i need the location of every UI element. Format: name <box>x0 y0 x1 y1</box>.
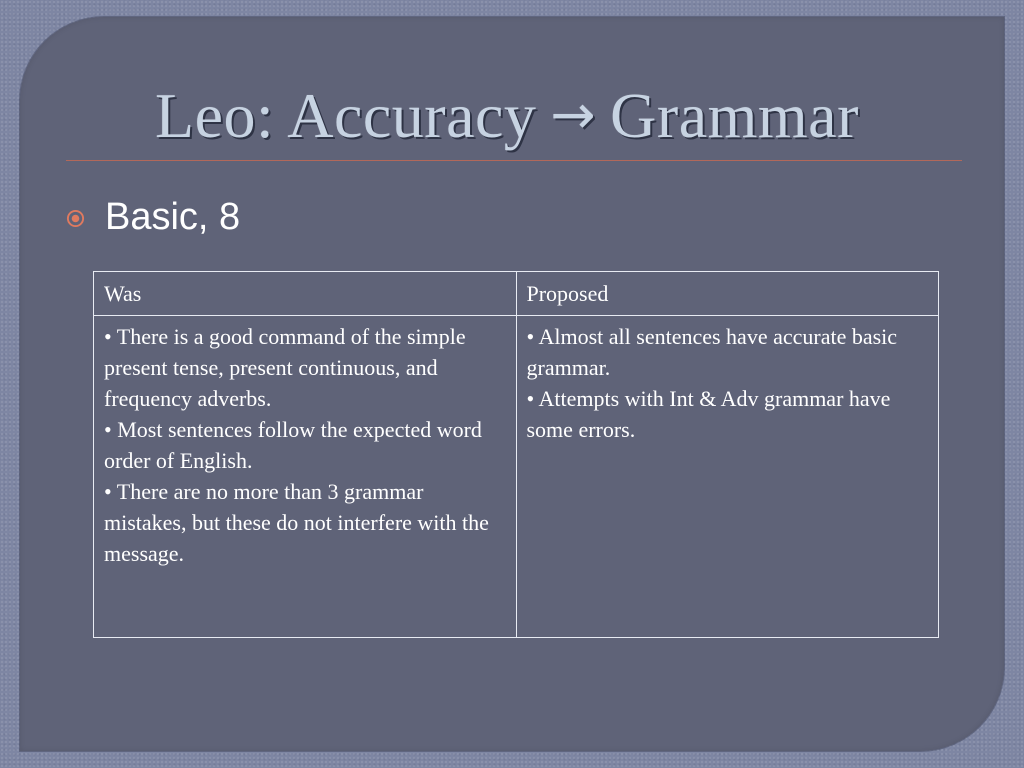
bullet-item <box>66 194 240 240</box>
bullet-text: Basic, 8 <box>105 196 241 238</box>
title-right-text: Grammar <box>610 80 859 151</box>
was-item: • There are no more than 3 grammar mistakes, but these do not interfere with the message. <box>104 479 489 566</box>
title-left-text: Leo: Accuracy <box>155 80 537 151</box>
column-header-proposed: Proposed <box>516 272 939 316</box>
criteria-table <box>93 271 939 638</box>
table-row <box>94 316 939 638</box>
slide-title <box>155 78 859 157</box>
table-header-row <box>94 272 939 316</box>
was-item: • Most sentences follow the expected word order of English. <box>104 417 482 473</box>
right-arrow-icon: → <box>550 83 597 146</box>
proposed-item: • Attempts with Int & Adv grammar have some errors. <box>526 386 891 442</box>
proposed-item: • Almost all sentences have accurate basic grammar. <box>526 324 898 380</box>
was-item: • There is a good command of the simple present tense, present continuous, and frequency adverbs. <box>104 324 466 411</box>
title-divider <box>66 160 962 161</box>
column-header-was: Was <box>94 272 517 316</box>
circled-dot-icon <box>66 209 85 228</box>
proposed-cell <box>516 316 939 638</box>
was-cell <box>94 316 517 638</box>
